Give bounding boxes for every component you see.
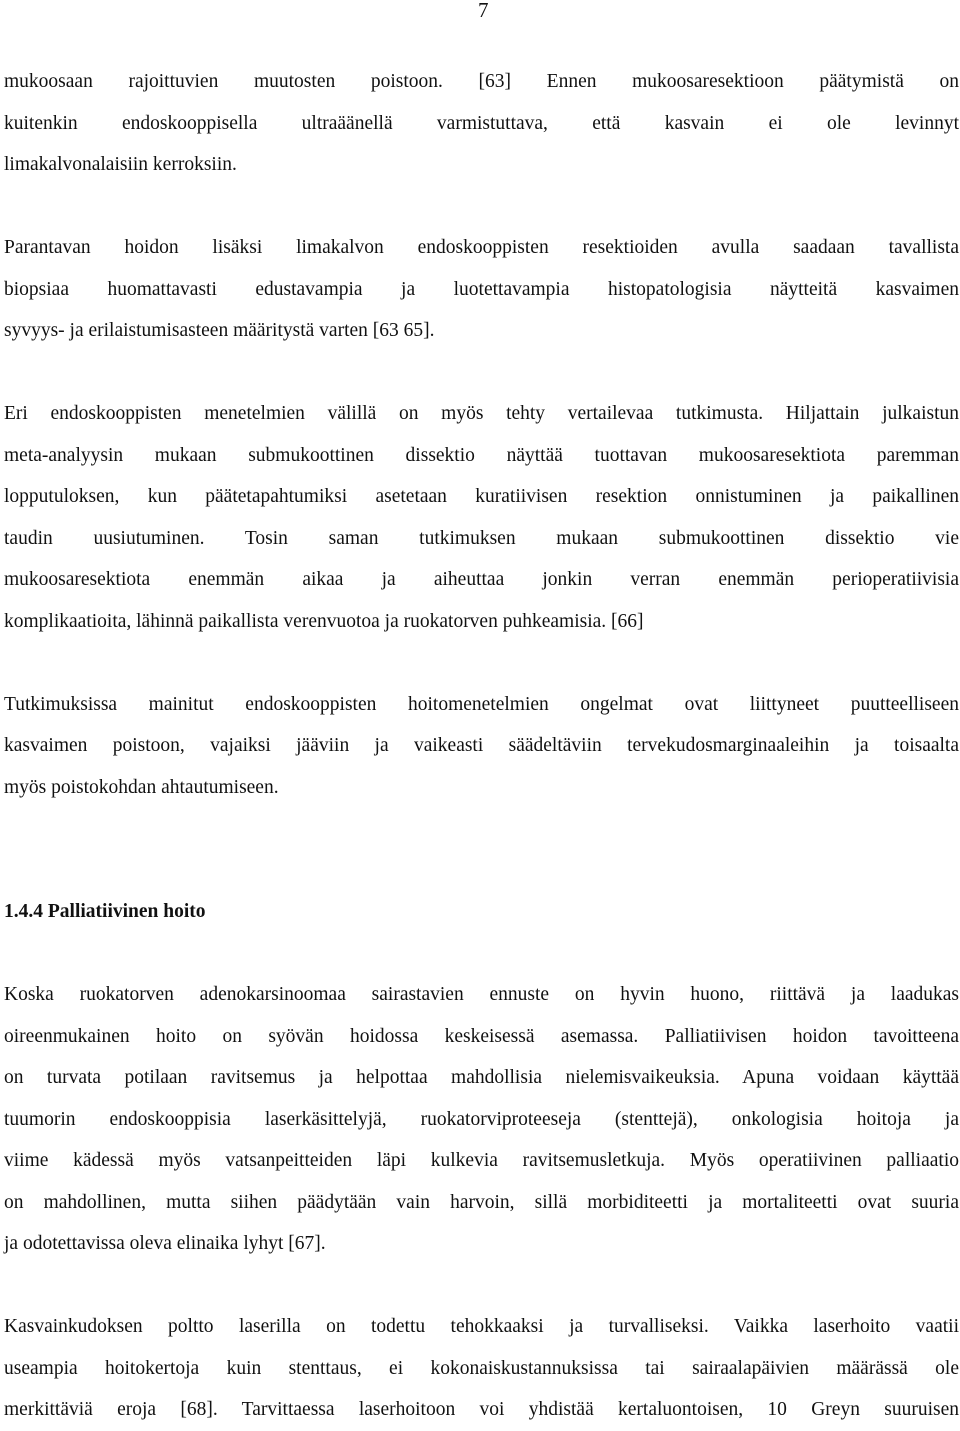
text-line: Kasvainkudoksen poltto laserilla on todettu tehokkaaksi ja turvalliseksi. Vaikka laserhoito vaatii bbox=[4, 1316, 959, 1337]
paragraph-6 bbox=[4, 1306, 959, 1431]
text-line: biopsiaa huomattavasti edustavampia ja luotettavampia histopatologisia näytteitä kasvaimen bbox=[4, 278, 959, 300]
text-line: ja odotettavissa oleva elinaika lyhyt [67]. bbox=[4, 1233, 326, 1254]
text-line: myös poistokohdan ahtautumiseen. bbox=[4, 776, 279, 798]
text-line: viime kädessä myös vatsanpeitteiden läpi kulkevia ravitsemusletkuja. Myös operatiivinen palliaatio bbox=[4, 1150, 959, 1171]
paragraph-1 bbox=[4, 61, 959, 186]
text-line: Koska ruokatorven adenokarsinoomaa sairastavien ennuste on hyvin huono, riittävä ja laadukas bbox=[4, 984, 959, 1005]
page-number: 7 bbox=[478, 0, 489, 22]
text-line: mukoosaan rajoittuvien muutosten poistoon. [63] Ennen mukoosaresektioon päätymistä on bbox=[4, 71, 959, 92]
page-body bbox=[4, 61, 959, 1431]
text-line: komplikaatioita, lähinnä paikallista verenvuotoa ja ruokatorven puhkeamisia. [66] bbox=[4, 610, 644, 632]
text-line: on mahdollinen, mutta siihen päädytään vain harvoin, sillä morbiditeetti ja mortaliteetti ovat suuria bbox=[4, 1191, 959, 1213]
text-line: meta-analyysin mukaan submukoottinen dissektio näyttää tuottavan mukoosaresektiota paremman bbox=[4, 444, 959, 466]
text-line: tuumorin endoskooppisia laserkäsittelyjä, ruokatorviproteeseja (stenttejä), onkologisia hoitoja ja bbox=[4, 1108, 959, 1130]
paragraph-2 bbox=[4, 227, 959, 352]
section-heading: 1.4.4 Palliatiivinen hoito bbox=[4, 901, 206, 922]
text-line: limakalvonalaisiin kerroksiin. bbox=[4, 154, 237, 175]
text-line: on turvata potilaan ravitsemus ja helpottaa mahdollisia nielemisvaikeuksia. Apuna voidaan käyttää bbox=[4, 1067, 959, 1088]
text-line: oireenmukainen hoito on syövän hoidossa keskeisessä asemassa. Palliatiivisen hoidon tavoitteena bbox=[4, 1025, 959, 1047]
text-line: Parantavan hoidon lisäksi limakalvon endoskooppisten resektioiden avulla saadaan tavallista bbox=[4, 237, 959, 258]
text-line: Eri endoskooppisten menetelmien välillä on myös tehty vertailevaa tutkimusta. Hiljattain julkaistun bbox=[4, 403, 959, 424]
paragraph-4 bbox=[4, 684, 959, 809]
text-line: Tutkimuksissa mainitut endoskooppisten hoitomenetelmien ongelmat ovat liittyneet puutteelliseen bbox=[4, 693, 959, 715]
text-line: useampia hoitokertoja kuin stenttaus, ei kokonaiskustannuksissa tai sairaalapäivien määrässä ole bbox=[4, 1357, 959, 1379]
text-line: syvyys- ja erilaistumisasteen määritystä varten [63 65]. bbox=[4, 320, 435, 341]
text-line: kasvaimen poistoon, vajaiksi jääviin ja vaikeasti säädeltäviin tervekudosmarginaaleihin ja toisaalta bbox=[4, 735, 959, 756]
text-line: kuitenkin endoskooppisella ultraäänellä varmistuttava, että kasvain ei ole levinnyt bbox=[4, 112, 959, 134]
text-line: merkittäviä eroja [68]. Tarvittaessa laserhoitoon voi yhdistää kertaluontoisen, 10 Greyn suuruisen bbox=[4, 1399, 959, 1420]
paragraph-5 bbox=[4, 974, 959, 1265]
text-line: taudin uusiutuminen. Tosin saman tutkimuksen mukaan submukoottinen dissektio vie bbox=[4, 527, 959, 549]
text-line: lopputuloksen, kun päätetapahtumiksi asetetaan kuratiivisen resektion onnistuminen ja paikallinen bbox=[4, 486, 959, 507]
paragraph-3 bbox=[4, 393, 959, 642]
text-line: mukoosaresektiota enemmän aikaa ja aiheuttaa jonkin verran enemmän perioperatiivisia bbox=[4, 569, 959, 590]
